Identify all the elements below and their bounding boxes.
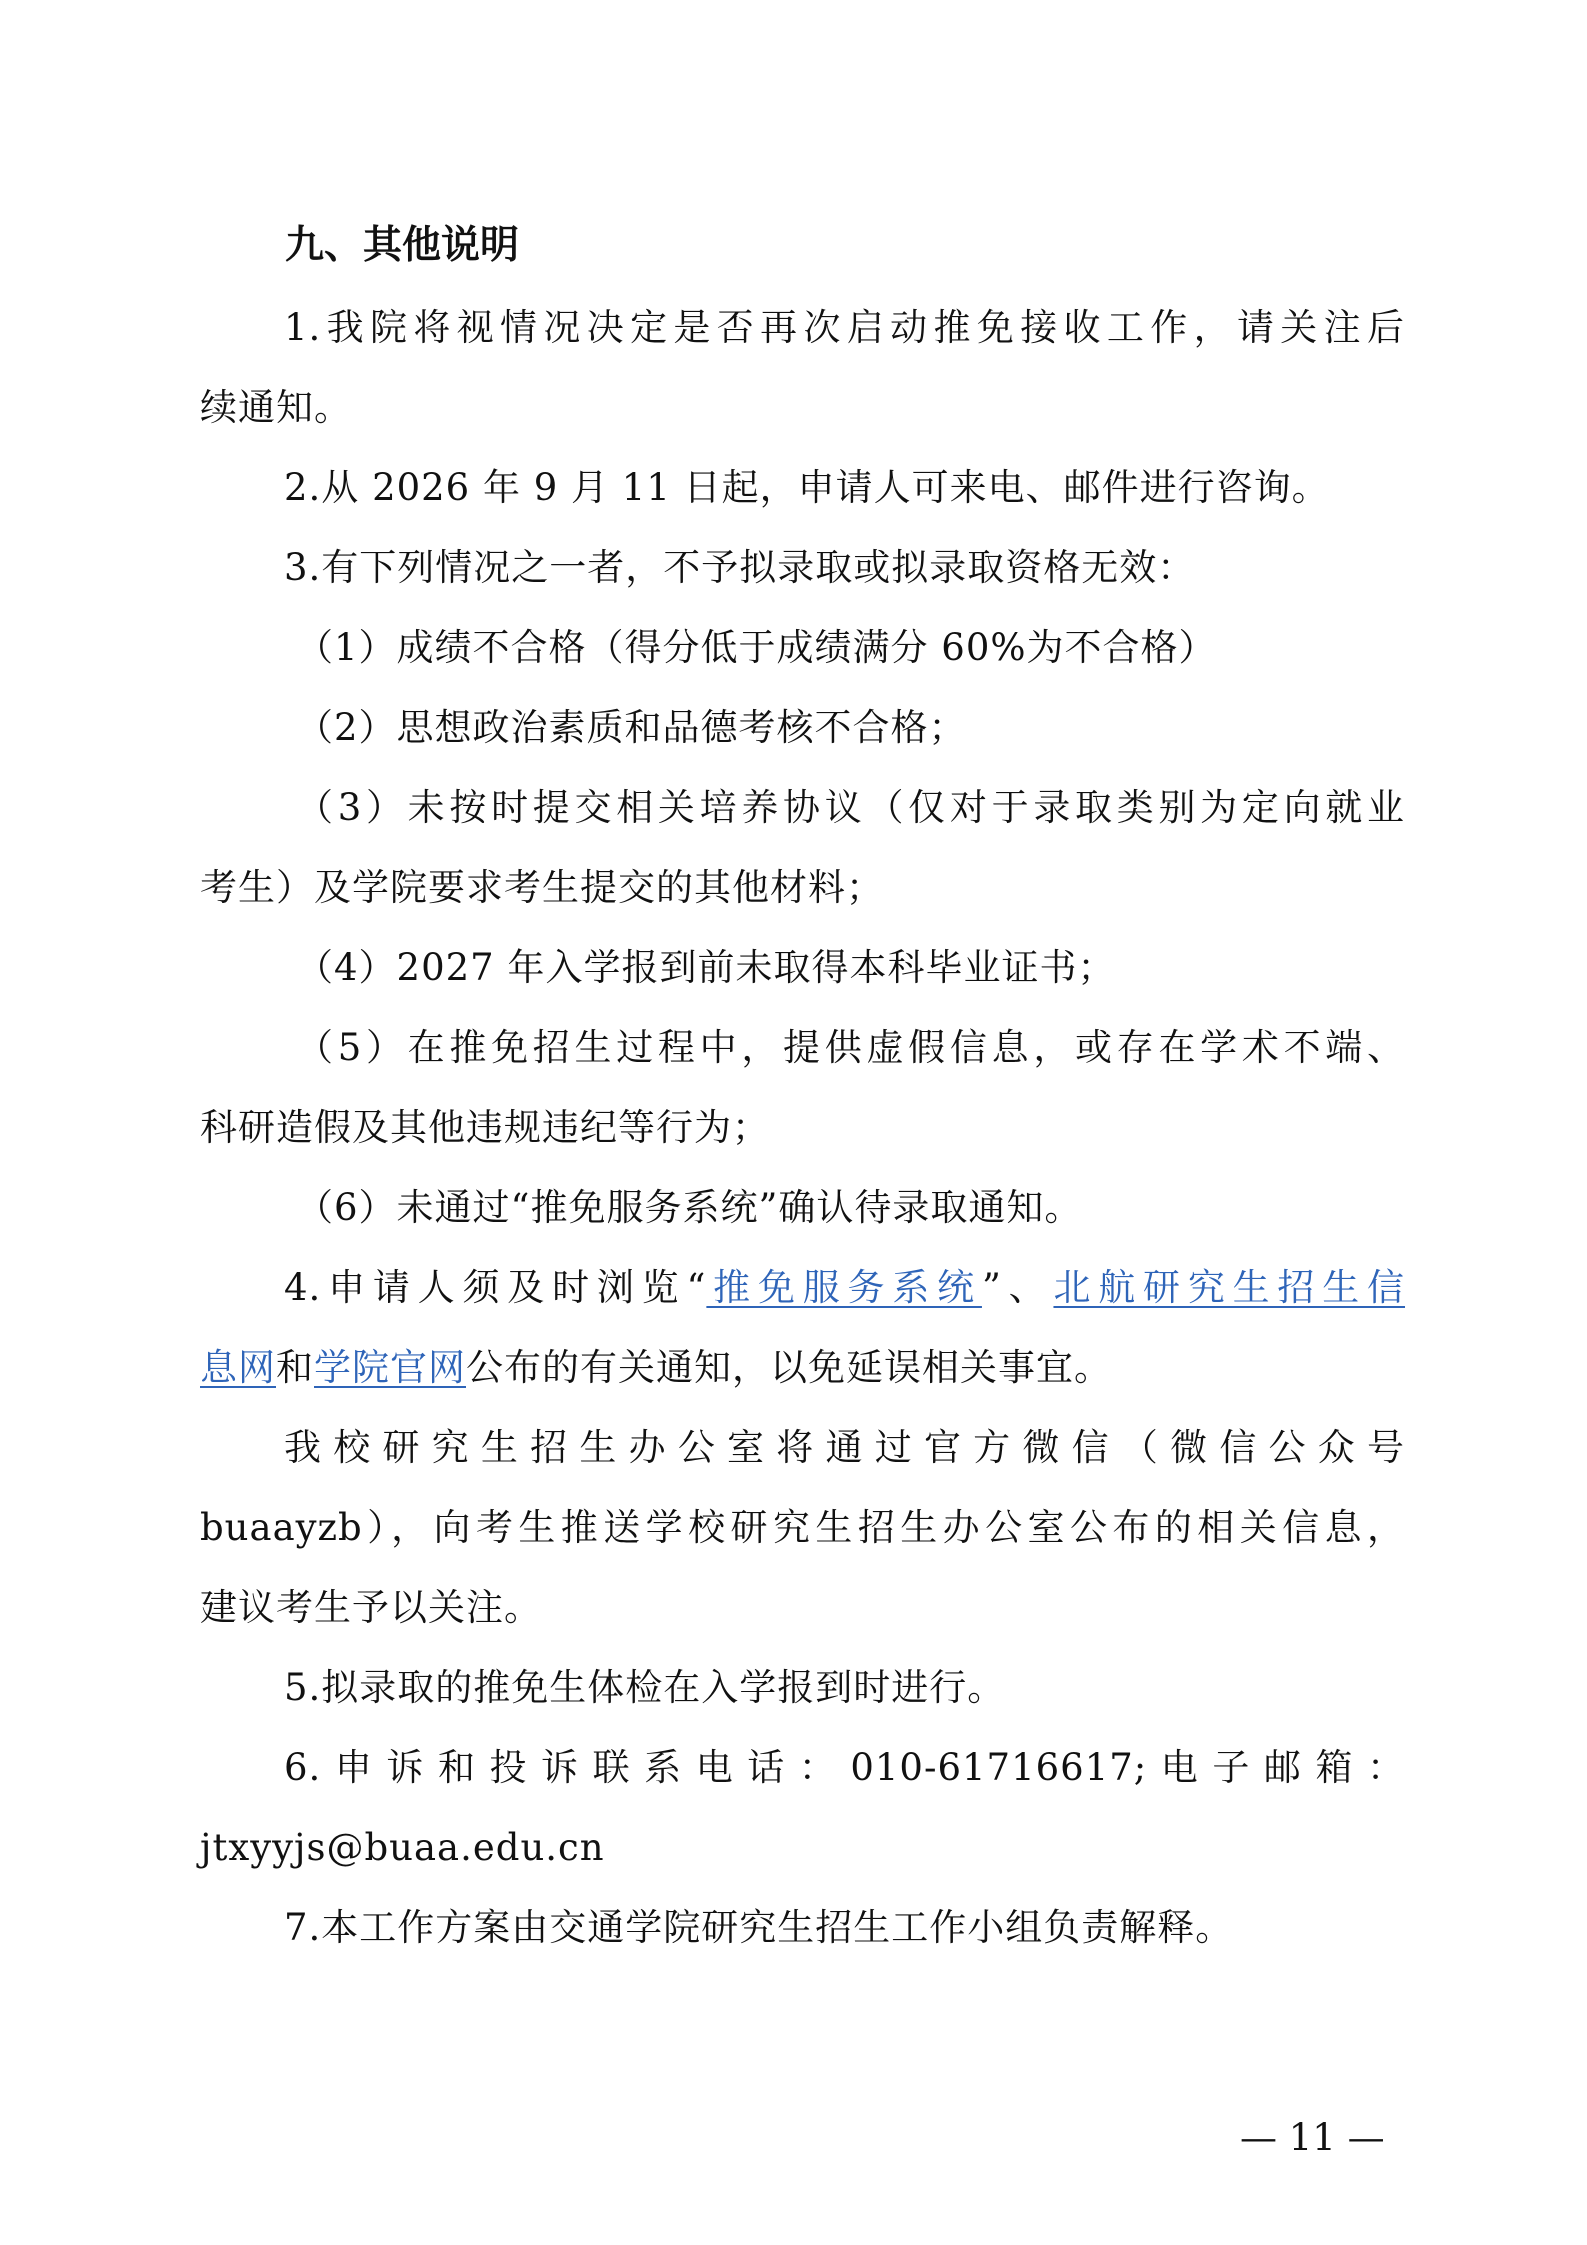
item-1-line-2: 续通知。 [200, 386, 352, 429]
item-4-line-1 [284, 1260, 1405, 1316]
item-4-prefix: 4.申请人须及时浏览“ [284, 1266, 707, 1309]
item-6-line-1: 6.申诉和投诉联系电话：010-61716617;电子邮箱： [284, 1746, 1405, 1789]
item-4-conjunction: 和 [276, 1346, 314, 1389]
item-3-condition-6: （6）未通过“推免服务系统”确认待录取通知。 [296, 1186, 1083, 1229]
item-4-separator: ”、 [981, 1266, 1054, 1309]
item-3-condition-5-line-1: （5）在推免招生过程中，提供虚假信息，或存在学术不端、 [296, 1026, 1405, 1069]
item-6-email: jtxyyjs@buaa.edu.cn [200, 1826, 605, 1869]
item-3-condition-3-line-1: （3）未按时提交相关培养协议（仅对于录取类别为定向就业 [296, 786, 1405, 829]
item-3-condition-3-line-2: 考生）及学院要求考生提交的其他材料； [200, 866, 884, 909]
wechat-line-3: 建议考生予以关注。 [200, 1586, 542, 1629]
wechat-line-1: 我校研究生招生办公室将通过官方微信（微信公众号 [284, 1426, 1405, 1469]
item-3-condition-4: （4）2027 年入学报到前未取得本科毕业证书； [296, 946, 1116, 989]
item-3-condition-2: （2）思想政治素质和品德考核不合格； [296, 706, 967, 749]
item-7: 7.本工作方案由交通学院研究生招生工作小组负责解释。 [284, 1906, 1234, 1949]
item-3-intro: 3.有下列情况之一者，不予拟录取或拟录取资格无效： [284, 546, 1196, 589]
item-3-condition-5-line-2: 科研造假及其他违规违纪等行为； [200, 1106, 770, 1149]
link-college-website[interactable]: 学院官网 [314, 1346, 466, 1389]
item-1-line-1: 1.我院将视情况决定是否再次启动推免接收工作，请关注后 [284, 306, 1405, 349]
link-recommendation-service-system[interactable]: 推免服务系统 [706, 1266, 982, 1309]
item-2: 2.从 2026 年 9 月 11 日起，申请人可来电、邮件进行咨询。 [284, 466, 1330, 509]
link-buaa-admissions-site-part-1[interactable]: 北航研究生招生信 [1053, 1266, 1406, 1309]
link-buaa-admissions-site-part-2[interactable]: 息网 [200, 1346, 276, 1389]
item-5: 5.拟录取的推免生体检在入学报到时进行。 [284, 1666, 1006, 1709]
item-4-line-2 [200, 1340, 1112, 1396]
item-3-condition-1: （1）成绩不合格（得分低于成绩满分 60%为不合格） [296, 626, 1217, 669]
wechat-line-2: buaayzb），向考生推送学校研究生招生办公室公布的相关信息， [200, 1506, 1405, 1549]
section-heading: 九、其他说明 [285, 223, 520, 268]
page-number: — 11 — [1240, 2116, 1385, 2159]
item-4-suffix: 公布的有关通知，以免延误相关事宜。 [466, 1346, 1112, 1389]
